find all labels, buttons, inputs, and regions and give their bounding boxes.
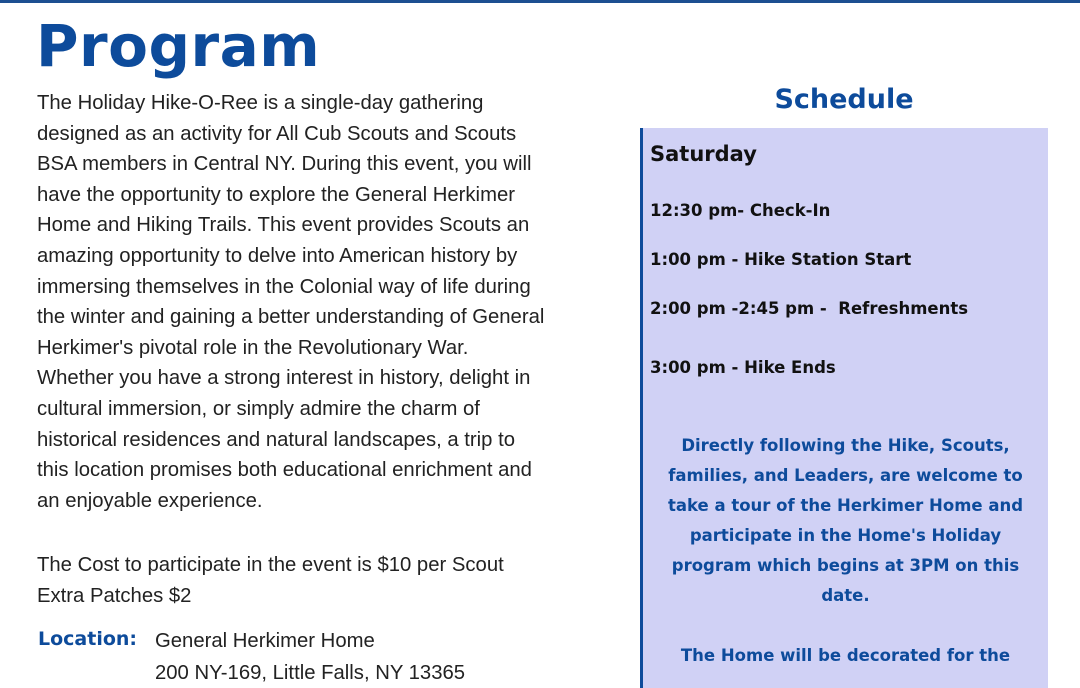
description-line: the winter and gaining a better understanding of General: [37, 306, 545, 329]
schedule-note: [643, 431, 1048, 611]
note-line: Directly following the Hike, Scouts,: [681, 436, 1010, 455]
description-line: an enjoyable experience.: [37, 489, 263, 512]
cost-line: The Cost to participate in the event is $10 per Scout: [37, 554, 504, 576]
description-line: BSA members in Central NY. During this event, you will: [37, 153, 532, 176]
description-line: this location promises both educational enrichment and: [37, 459, 532, 482]
description-line: amazing opportunity to delve into American history by: [37, 244, 518, 267]
note-line: take a tour of the Herkimer Home and: [667, 496, 1024, 515]
schedule-day: Saturday: [650, 142, 757, 166]
location-name: General Herkimer Home: [155, 630, 375, 652]
location-address: 200 NY-169, Little Falls, NY 13365: [155, 662, 466, 684]
location-label: Location:: [38, 628, 138, 650]
description-line: Whether you have a strong interest in history, delight in: [37, 367, 531, 390]
description-line: immersing themselves in the Colonial way of life during: [37, 275, 531, 298]
note-line: date.: [821, 586, 870, 605]
program-description: [37, 88, 602, 516]
page-title: Program: [36, 12, 321, 80]
cost-info: [37, 550, 602, 611]
description-line: have the opportunity to explore the General Herkimer: [37, 183, 515, 206]
schedule-item-hike-ends: 3:00 pm - Hike Ends: [650, 358, 836, 377]
description-line: Home and Hiking Trails. This event provides Scouts an: [37, 214, 530, 237]
top-rule: [0, 0, 1080, 3]
description-line: Herkimer's pivotal role in the Revolutionary War.: [37, 336, 469, 359]
schedule-note-decoration: [643, 641, 1048, 671]
patch-cost-line: Extra Patches $2: [37, 584, 192, 607]
schedule-item-hike-start: 1:00 pm - Hike Station Start: [650, 250, 912, 269]
note-line: participate in the Home's Holiday: [689, 526, 1002, 545]
description-line: designed as an activity for All Cub Scouts and Scouts: [37, 122, 517, 145]
note-line: families, and Leaders, are welcome to: [668, 466, 1023, 485]
description-line: cultural immersion, or simply admire the charm of: [37, 397, 480, 420]
schedule-title: Schedule: [774, 84, 914, 115]
schedule-item-checkin: 12:30 pm- Check-In: [650, 201, 831, 220]
description-line: historical residences and natural landscapes, a trip to: [37, 428, 516, 451]
note-line: program which begins at 3PM on this: [671, 556, 1020, 575]
schedule-panel: [640, 128, 1048, 688]
schedule-item-refreshments: 2:00 pm -2:45 pm - Refreshments: [650, 299, 969, 318]
note-line: The Home will be decorated for the: [680, 646, 1011, 665]
description-line: The Holiday Hike-O-Ree is a single-day gathering: [37, 92, 484, 114]
